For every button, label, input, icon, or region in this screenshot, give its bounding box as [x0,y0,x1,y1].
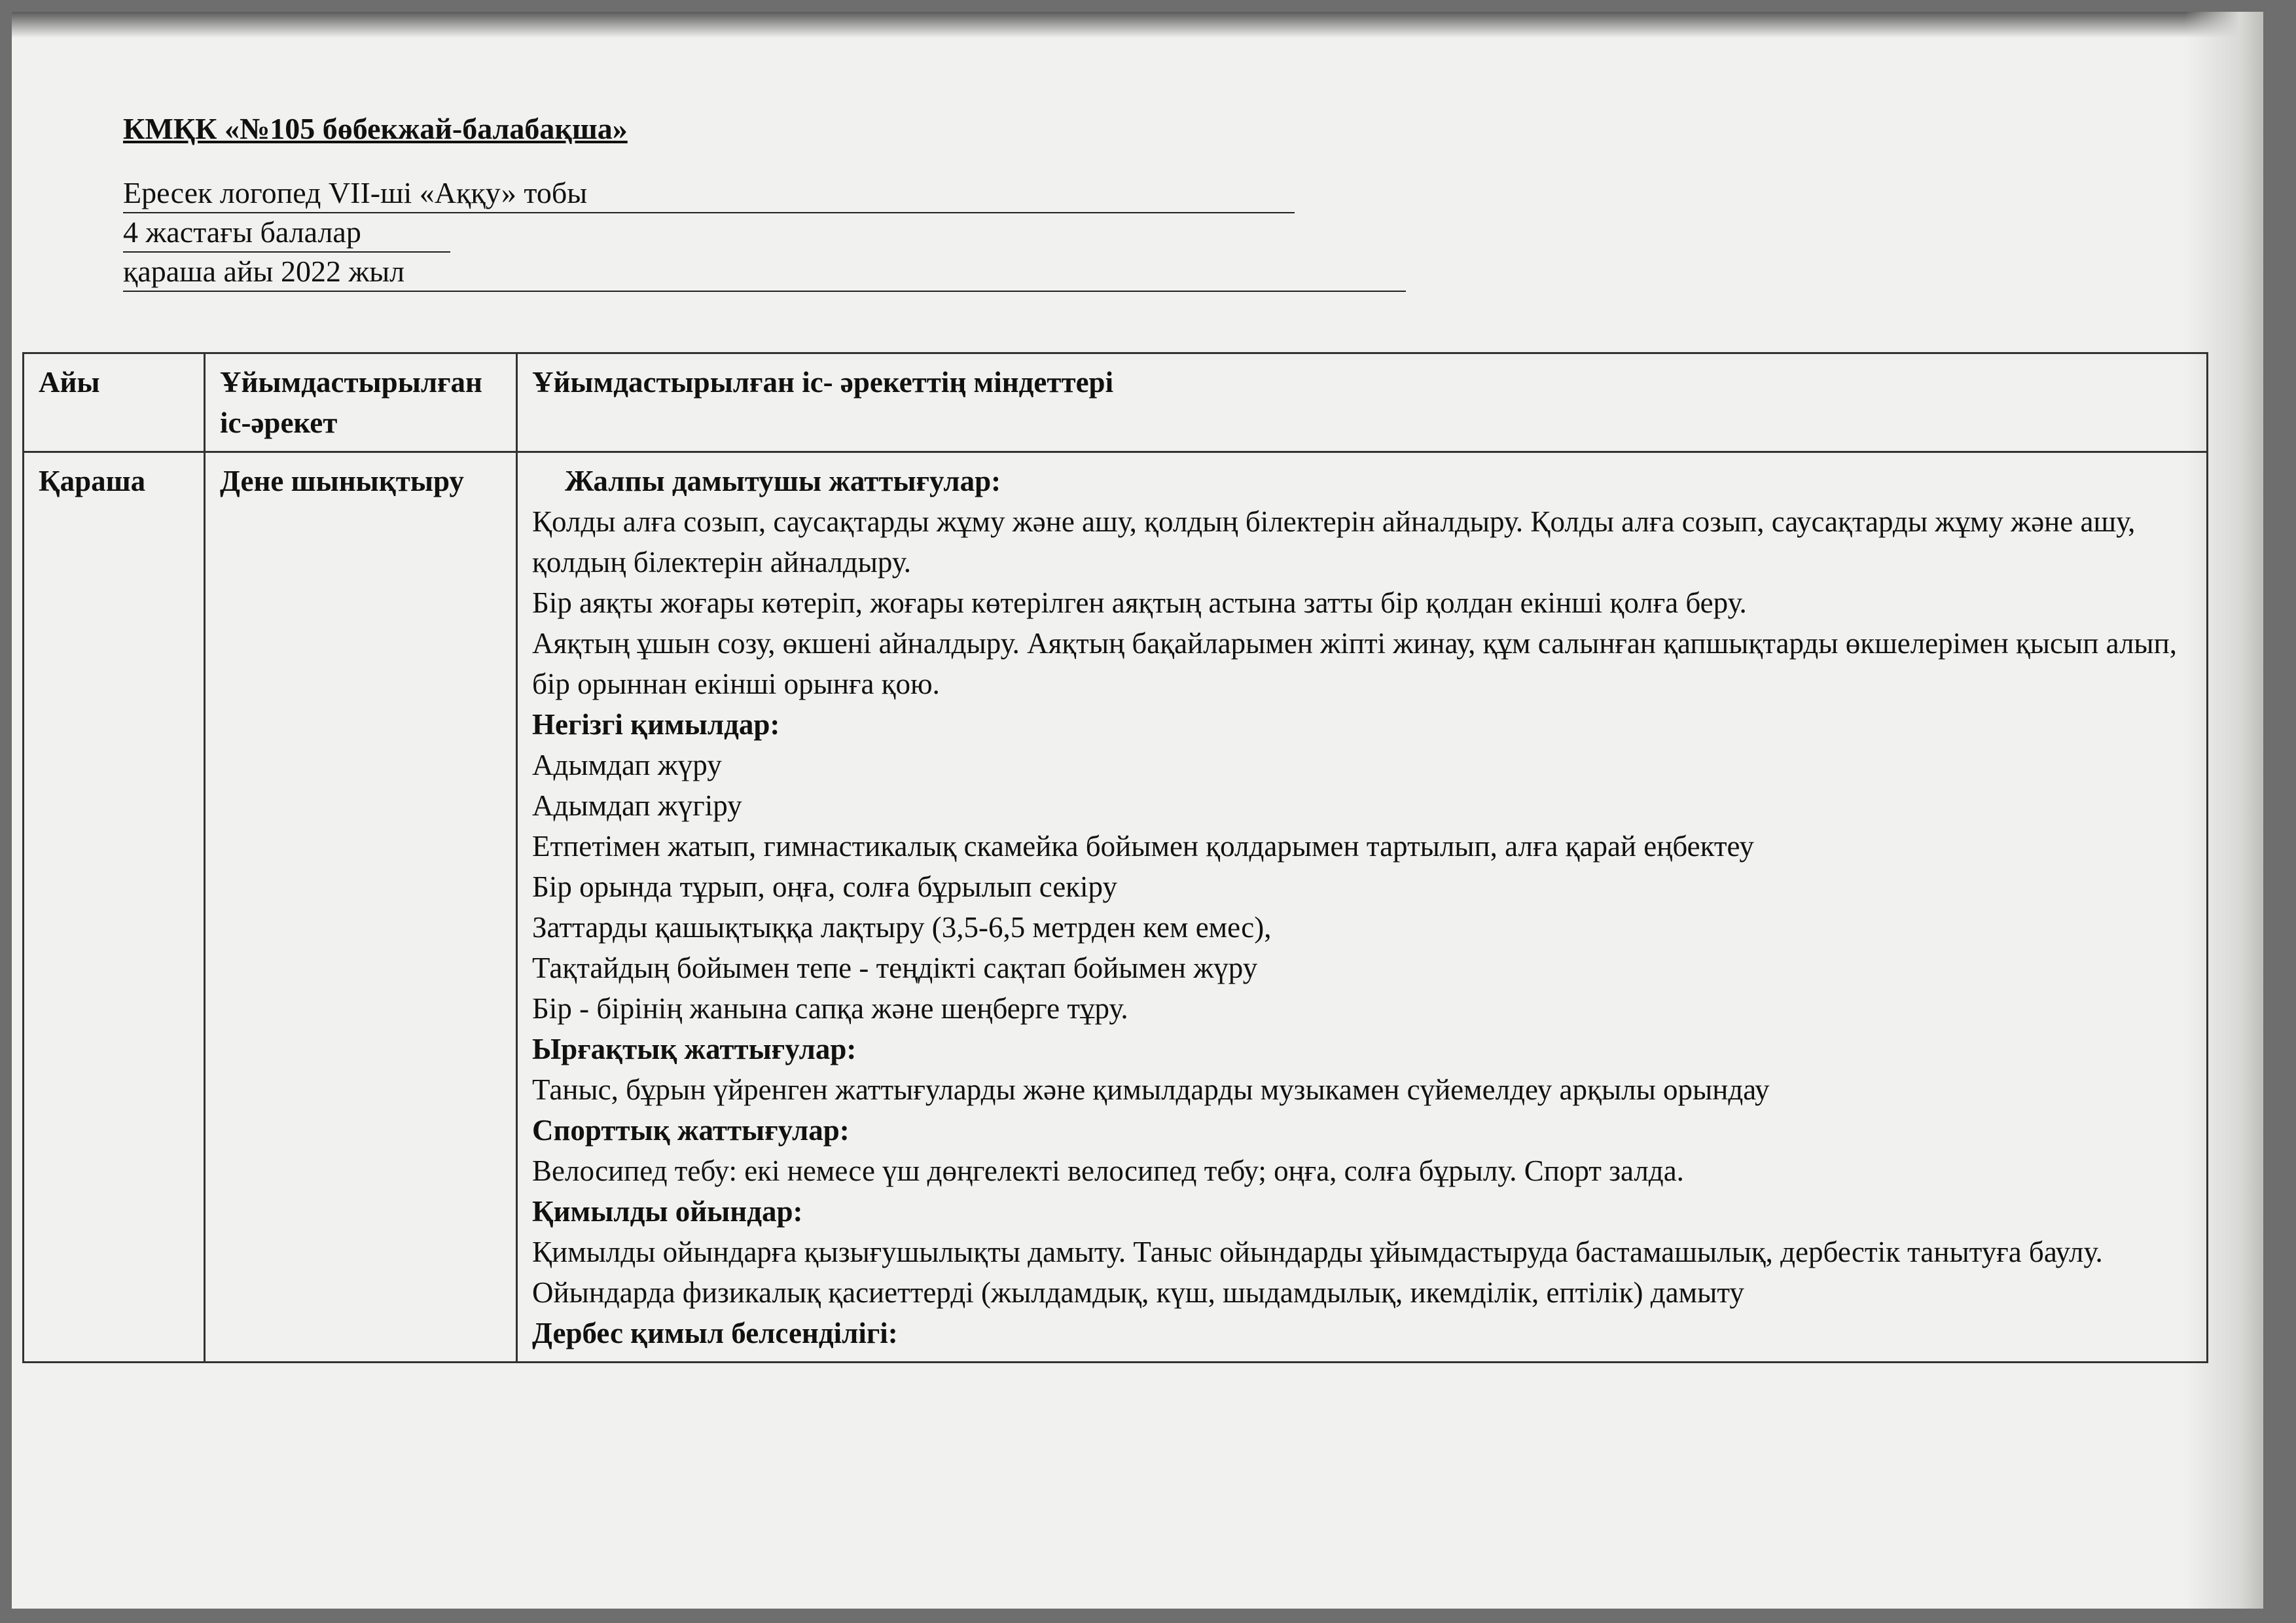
rhythm-line-1: Таныс, бұрын үйренген жаттығуларды және қимылдарды музыкамен сүйемелдеу арқылы орындау [532,1073,1770,1106]
header-month: Айы [24,353,205,452]
cell-tasks [517,452,2208,1363]
document-page [12,12,2263,1609]
age-line: 4 жастағы балалар [123,213,450,253]
general-line-3: Аяқтың ұшын созу, өкшені айналдыру. Аяқтың бақайларымен жіпті жинау, құм салынған қапшықтарды өкшелерімен қысып алып, бір орыннан екінші орынға қою. [532,627,2177,700]
document-header [123,110,1406,292]
rhythm-exercises-title: Ырғақтық жаттығулар: [532,1033,857,1065]
general-line-2: Бір аяқты жоғары көтеріп, жоғары көтерілген аяқтың астына затты бір қолдан екінші қолға беру. [532,586,1747,619]
active-games-title: Қимылды ойындар: [532,1195,803,1228]
activity-value: Дене шынықтыру [220,465,464,497]
table-header-row [24,353,2208,452]
sport-line-1: Велосипед тебу: екі немесе үш дөңгелекті велосипед тебу; оңға, солға бұрылу. Спорт залда. [532,1154,1684,1187]
basic-line-2: Адымдап жүгіру [532,789,742,822]
header-tasks: Ұйымдастырылған іс- әрекеттің міндеттері [517,353,2208,452]
cell-month [24,452,205,1363]
group-line: Ересек логопед VII-ші «Аққу» тобы [123,174,1295,213]
cell-activity [205,452,517,1363]
scan-shadow [12,12,2263,38]
games-line-1: Қимылды ойындарға қызығушылықты дамыту. Таныс ойындарды ұйымдастыруда бастамашылық, дербестік танытуға баулу. Ойындарда физикалық қасиеттерді (жылдамдық, күш, шыдамдылық, икемділік, ептілік) дамыту [532,1236,2103,1309]
basic-line-4: Бір орында тұрып, оңға, солға бұрылып секіру [532,870,1117,903]
basic-movements-title: Негізгі қимылдар: [532,708,780,741]
basic-line-1: Адымдап жүру [532,749,722,781]
basic-line-5: Заттарды қашықтыққа лақтыру (3,5-6,5 метрден кем емес), [532,911,1272,944]
plan-table [22,352,2208,1363]
table-row [24,452,2208,1363]
general-exercises-title: Жалпы дамытушы жаттығулар: [565,465,1001,497]
basic-line-3: Етпетімен жатып, гимнастикалық скамейка бойымен қолдарымен тартылып, алға қарай еңбектеу [532,830,1754,863]
header-activity: Ұйымдастырылған іс-әрекет [205,353,517,452]
organization-title: КМҚК «№105 бөбекжай-балабақша» [123,112,628,145]
month-value: Қараша [39,465,146,497]
basic-line-6: Тақтайдың бойымен тепе - теңдікті сақтап бойымен жүру [532,952,1258,984]
sport-exercises-title: Спорттық жаттығулар: [532,1114,850,1147]
general-line-1: Қолды алға созып, саусақтарды жұму және ашу, қолдың білектерін айналдыру. Қолды алға созып, саусақтарды жұму және ашу, қолдың білектерін айналдыру. [532,505,2136,579]
basic-line-7: Бір - бірінің жанына сапқа және шеңберге тұру. [532,992,1128,1025]
month-line: қараша айы 2022 жыл [123,253,1406,292]
independent-activity-title: Дербес қимыл белсенділігі: [532,1317,898,1349]
